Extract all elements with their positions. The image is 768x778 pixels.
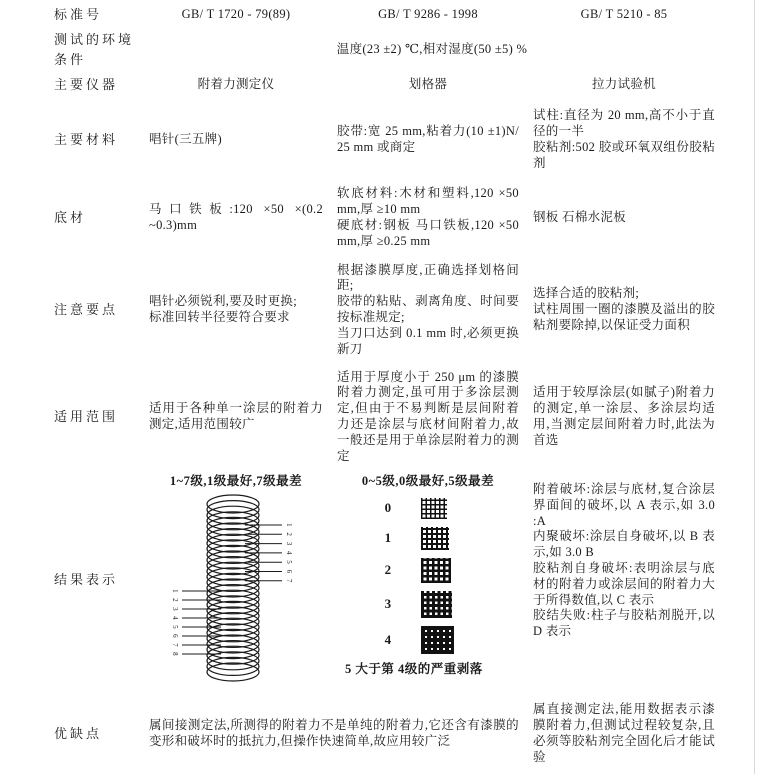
- svg-text:3: 3: [171, 606, 179, 611]
- cell-paragraph: 适用于厚度小于 250 μm 的漆膜附着力测定,虽可用于多涂层测定,但由于不易判断是层间附着力还是涂层与底材间附着力,故一般还是用于单涂层附着力的测定: [337, 369, 519, 463]
- crosshatch-grade-list: [381, 498, 519, 654]
- row-main-instrument: [46, 70, 722, 100]
- svg-text:1: 1: [285, 522, 293, 527]
- scope-col2: [330, 370, 526, 465]
- svg-text:5: 5: [171, 624, 179, 629]
- crosshatch-grade-row: [381, 591, 519, 618]
- cell-paragraph: 胶粘剂:502 胶或环氧双组份胶粘剂: [533, 140, 715, 170]
- svg-text:4: 4: [171, 615, 179, 620]
- crosshatch-grade-row: [381, 626, 519, 654]
- row-label-key-points: 注意要点: [54, 302, 119, 317]
- cell-paragraph: 适用于较厚涂层(如腻子)附着力的测定,单一涂层、多涂层均适用,当测定层间附着力时,此法为首选: [533, 385, 715, 447]
- svg-text:3: 3: [285, 541, 293, 546]
- pros-cons-col3: [526, 702, 722, 765]
- row-label-application-scope: 适用范围: [54, 409, 119, 424]
- result-col2-figure: [330, 470, 526, 678]
- cell-paragraph: 适用于各种单一涂层的附着力测定,适用范围较广: [149, 401, 323, 431]
- crosshatch-grade-row: [381, 558, 519, 583]
- cell-paragraph: 硬底材:钢板 马口铁板,120 ×50 mm,厚 ≥0.25 mm: [337, 218, 519, 248]
- result-col1-figure: [142, 470, 330, 686]
- cell-paragraph: 附着破坏:涂层与底材,复合涂层界面间的破坏,以 A 表示,如 3.0 :A: [533, 482, 715, 528]
- cell-paragraph: 试柱周围一圈的漆膜及溢出的胶粘剂要除掉,以保证受力面积: [533, 302, 715, 332]
- svg-text:7: 7: [171, 642, 179, 647]
- row-substrate: [46, 180, 722, 256]
- cell-paragraph: 唱针(三五牌): [149, 132, 222, 147]
- crosshatch-grade-row: [381, 527, 519, 550]
- svg-text:6: 6: [285, 569, 293, 574]
- cell-paragraph: 唱针必须锐利,要及时更换;: [149, 294, 297, 309]
- cell-paragraph: 钢板 石棉水泥板: [533, 210, 627, 225]
- crosshatch-grade4-icon: [421, 626, 454, 654]
- row-standard-number: [46, 0, 722, 30]
- cell-paragraph: 内聚破坏:涂层自身破坏,以 B 表示,如 3.0 B: [533, 529, 715, 560]
- cell-paragraph: 标准回转半径要符合要求: [149, 310, 290, 324]
- svg-text:2: 2: [171, 597, 179, 602]
- crosshatch-grade1-icon: [421, 527, 449, 550]
- materials-col2: [330, 124, 526, 156]
- instrument-col2: 划格器: [408, 77, 448, 92]
- row-label-standard-number: 标准号: [54, 7, 103, 22]
- cell-paragraph: 胶带:宽 25 mm,粘着力(10 ±1)N/ 25 mm 或商定: [337, 124, 519, 154]
- crosshatch-grade5-note: 5 大于第 4级的严重剥落: [345, 661, 483, 676]
- grade-number: 3: [384, 596, 392, 612]
- svg-text:6: 6: [171, 633, 179, 638]
- cell-paragraph: 属间接测定法,所测得的附着力不是单纯的附着力,它还含有漆膜的变形和破坏时的抵抗力,但操作快速简单,故应用较广泛: [149, 718, 519, 748]
- crosshatch-figure-caption: 0~5级,0级最好,5级最差: [361, 474, 495, 488]
- row-key-points: [46, 256, 722, 364]
- key-points-col2: [330, 263, 526, 358]
- row-label-main-instrument: 主要仪器: [54, 77, 119, 92]
- svg-text:2: 2: [285, 532, 293, 537]
- spiral-figure-caption: 1~7级,1级最好,7级最差: [169, 474, 303, 488]
- substrate-col2: [330, 186, 526, 249]
- cell-paragraph: 胶带的粘贴、剥离角度、时间要按标准规定;: [337, 294, 519, 324]
- row-test-environment: [46, 30, 722, 70]
- svg-text:5: 5: [285, 560, 293, 564]
- key-points-col1: [142, 294, 330, 326]
- cell-paragraph: 胶粘剂自身破坏:表明涂层与底材的附着力或涂层间的附着力大于所得数值,以 C 表示: [533, 560, 715, 607]
- cell-paragraph: 根据漆膜厚度,正确选择划格间距;: [337, 262, 519, 293]
- svg-text:4: 4: [285, 550, 293, 555]
- substrate-col1: [142, 202, 330, 234]
- grade-number: 2: [384, 562, 392, 578]
- row-label-main-materials: 主要材料: [54, 132, 119, 147]
- row-label-result-expression: 结果表示: [54, 572, 119, 587]
- grade-number: 1: [384, 530, 392, 546]
- cell-paragraph: 软底材料:木材和塑料,120 ×50 mm,厚 ≥10 mm: [337, 186, 519, 217]
- grade-number: 4: [384, 631, 392, 647]
- crosshatch-grade3-icon: [421, 591, 452, 618]
- instrument-col1: 附着力测定仪: [197, 77, 275, 92]
- spiral-figure: [149, 492, 323, 686]
- row-label-pros-cons: 优缺点: [54, 726, 103, 741]
- standard-number-col1: GB/ T 1720 - 79(89): [181, 7, 291, 22]
- pros-cons-col12: [142, 718, 526, 750]
- scope-col3: [526, 385, 722, 448]
- cell-paragraph: 当刀口达到 0.1 mm 时,必须更换新刀: [337, 325, 519, 356]
- cell-paragraph: 马口铁板:120 ×50 ×(0.2 ~0.3)mm: [149, 202, 323, 232]
- test-environment-value: 温度(23 ±2) ℃,相对湿度(50 ±5) %: [336, 42, 528, 57]
- row-main-materials: [46, 100, 722, 180]
- crosshatch-grade0-icon: [421, 498, 447, 519]
- row-application-scope: [46, 364, 722, 470]
- cell-paragraph: 选择合适的胶粘剂;: [533, 286, 640, 301]
- crosshatch-grade2-icon: [421, 558, 451, 583]
- instrument-col3: 拉力试验机: [591, 77, 656, 92]
- scope-col1: [142, 401, 330, 433]
- substrate-col3: [526, 210, 722, 226]
- cell-paragraph: 试柱:直径为 20 mm,高不小于直径的一半: [533, 108, 715, 139]
- cell-paragraph: 属直接测定法,能用数据表示漆膜附着力,但测试过程较复杂,且必须等胶粘剂完全固化后才能试验: [533, 702, 715, 764]
- result-col3-text: [526, 470, 722, 640]
- materials-col1: [142, 132, 330, 148]
- standard-number-col3: GB/ T 5210 - 85: [580, 7, 668, 22]
- row-label-test-environment: 测试的环境条件: [54, 32, 135, 67]
- crosshatch-grade-row: [381, 498, 519, 519]
- spiral-scratch-diagram-icon: [161, 492, 311, 686]
- standard-number-col2: GB/ T 9286 - 1998: [378, 7, 478, 22]
- materials-col3: [526, 108, 722, 171]
- key-points-col3: [526, 286, 722, 333]
- standards-comparison-table: [46, 0, 722, 778]
- svg-text:7: 7: [285, 578, 293, 583]
- cell-paragraph: 胶结失败:柱子与胶粘剂脱开,以 D 表示: [533, 608, 715, 639]
- row-label-substrate: 底材: [54, 210, 87, 225]
- row-result-expression: [46, 470, 722, 690]
- svg-text:8: 8: [171, 651, 179, 656]
- grade-number: 0: [384, 500, 392, 516]
- svg-text:1: 1: [171, 588, 179, 593]
- row-pros-cons: [46, 690, 722, 778]
- scan-page-edge: [754, 0, 755, 774]
